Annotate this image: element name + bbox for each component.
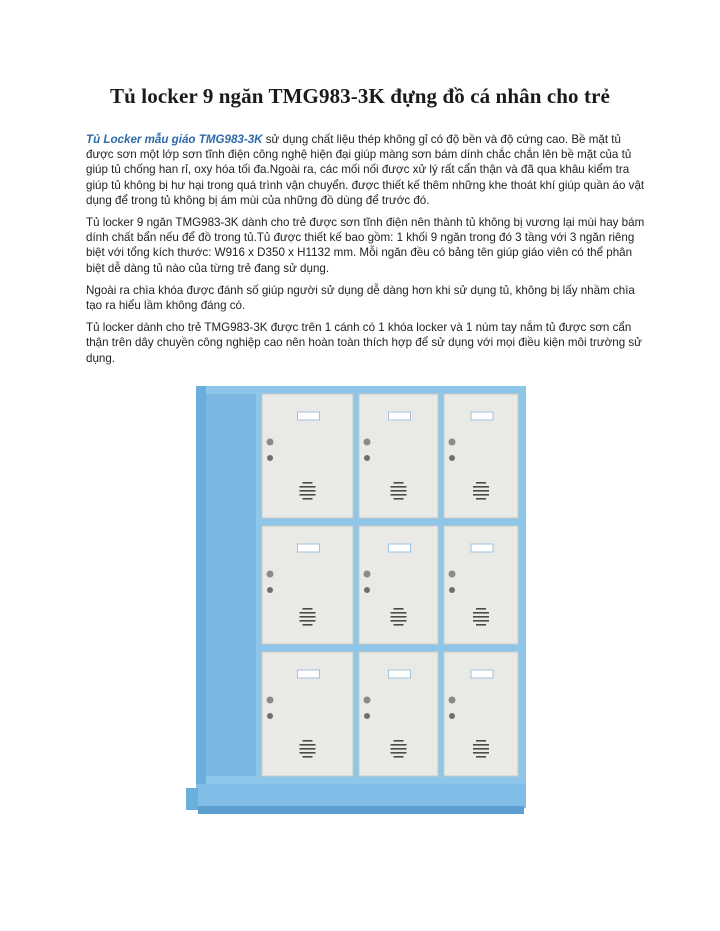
- lock-icon: [449, 697, 456, 704]
- vent-slot: [473, 612, 489, 614]
- knob-icon: [364, 587, 370, 593]
- article-body: [86, 132, 646, 373]
- vent-slot: [300, 744, 316, 746]
- vent-slot: [473, 620, 489, 622]
- vent-slot: [476, 624, 486, 626]
- vent-slot: [300, 612, 316, 614]
- vent-slot: [473, 486, 489, 488]
- knob-icon: [364, 713, 370, 719]
- vent-slot: [391, 620, 407, 622]
- locker-product-photo: [186, 380, 534, 820]
- vent-slot: [391, 486, 407, 488]
- vent-slot: [394, 740, 404, 742]
- vent-slot: [476, 756, 486, 758]
- paragraph-1: [86, 132, 646, 208]
- paragraph-1-text: sử dụng chất liệu thép không gỉ có độ bền và độ cứng cao. Bề mặt tủ được sơn một lớp sơn tĩnh điện công nghệ hiện đại giúp màng sơn bám dính chắc chắn lên bề mặt của tủ giúp tủ chống han rỉ, oxy hóa tối đa.Ngoài ra, các mối nối được xử lý rất cẩn thận và đã qua khâu kiểm tra giúp tủ không bị hư hại trong quá trình vận chuyển. được thiết kế thêm những khe thoát khí giúp quần áo vật dụng để trong tủ không bị ám mùi của những đồ dùng để trước đó.: [86, 133, 645, 207]
- product-name-lead: Tủ Locker mẫu giáo TMG983-3K: [86, 133, 263, 146]
- vent-slot: [391, 616, 407, 618]
- vent-slot: [476, 482, 486, 484]
- vent-slot: [473, 748, 489, 750]
- locker-doors: [206, 394, 518, 776]
- vent-slot: [300, 752, 316, 754]
- vent-slot: [391, 748, 407, 750]
- name-plate: [471, 544, 493, 552]
- vent-slot: [300, 494, 316, 496]
- vent-slot: [394, 624, 404, 626]
- paragraph-4: Tủ locker dành cho trẻ TMG983-3K được trên 1 cánh có 1 khóa locker và 1 núm tay nắm tủ được sơn cẩn thận trên dây chuyền công nghiệp cao nên hoàn toàn thích hợp để sử dụng với mọi điều kiện môi trường sử dụng.: [86, 321, 642, 365]
- vent-slot: [391, 744, 407, 746]
- vent-slot: [394, 756, 404, 758]
- vent-slot: [300, 748, 316, 750]
- lock-icon: [267, 697, 274, 704]
- vent-slot: [300, 616, 316, 618]
- paragraph-2: Tủ locker 9 ngăn TMG983-3K dành cho trẻ được sơn tĩnh điện nên thành tủ không bị vương lại mùi hay bám dính chất bẩn nếu để đồ trong tủ.Tủ được thiết kế bao gồm: 1 khối 9 ngăn trong đó 3 tầng với 3 ngăn riêng biệt với tổng kích thước: W916 x D350 x H1132 mm. Mỗi ngăn đều có bảng tên giúp giáo viên có thể phân biệt dễ dàng tủ nào của từng trẻ đang sử dụng.: [86, 216, 645, 275]
- vent-slot: [300, 620, 316, 622]
- vent-slot: [473, 752, 489, 754]
- name-plate: [298, 670, 320, 678]
- knob-icon: [267, 713, 273, 719]
- lock-icon: [267, 571, 274, 578]
- name-plate: [298, 544, 320, 552]
- name-plate: [471, 670, 493, 678]
- vent-slot: [391, 490, 407, 492]
- name-plate: [389, 412, 411, 420]
- vent-slot: [473, 490, 489, 492]
- knob-icon: [364, 455, 370, 461]
- lock-icon: [449, 571, 456, 578]
- vent-slot: [391, 752, 407, 754]
- vent-slot: [300, 486, 316, 488]
- side-panel: [206, 394, 256, 776]
- knob-icon: [449, 713, 455, 719]
- vent-slot: [476, 740, 486, 742]
- vent-slot: [391, 612, 407, 614]
- vent-slot: [303, 740, 313, 742]
- lock-icon: [449, 439, 456, 446]
- knob-icon: [267, 455, 273, 461]
- page-title: Tủ locker 9 ngăn TMG983-3K đựng đồ cá nhân cho trẻ: [110, 84, 610, 108]
- vent-slot: [473, 744, 489, 746]
- vent-slot: [476, 498, 486, 500]
- vent-slot: [303, 482, 313, 484]
- vent-slot: [300, 490, 316, 492]
- paragraph-3: Ngoài ra chìa khóa được đánh số giúp người sử dụng dễ dàng hơn khi sử dụng tủ, không bị lấy nhầm chìa tạo ra hiểu lầm không đáng có.: [86, 283, 635, 313]
- vent-slot: [303, 608, 313, 610]
- lock-icon: [364, 697, 371, 704]
- vent-slot: [303, 498, 313, 500]
- vent-slot: [394, 482, 404, 484]
- name-plate: [471, 412, 493, 420]
- name-plate: [298, 412, 320, 420]
- vent-slot: [303, 756, 313, 758]
- vent-slot: [394, 608, 404, 610]
- vent-slot: [476, 608, 486, 610]
- vent-slot: [473, 616, 489, 618]
- knob-icon: [267, 587, 273, 593]
- lock-icon: [364, 571, 371, 578]
- vent-slot: [394, 498, 404, 500]
- lock-icon: [267, 439, 274, 446]
- vent-slot: [303, 624, 313, 626]
- lock-icon: [364, 439, 371, 446]
- vent-slot: [391, 494, 407, 496]
- knob-icon: [449, 455, 455, 461]
- name-plate: [389, 670, 411, 678]
- vent-slot: [473, 494, 489, 496]
- name-plate: [389, 544, 411, 552]
- knob-icon: [449, 587, 455, 593]
